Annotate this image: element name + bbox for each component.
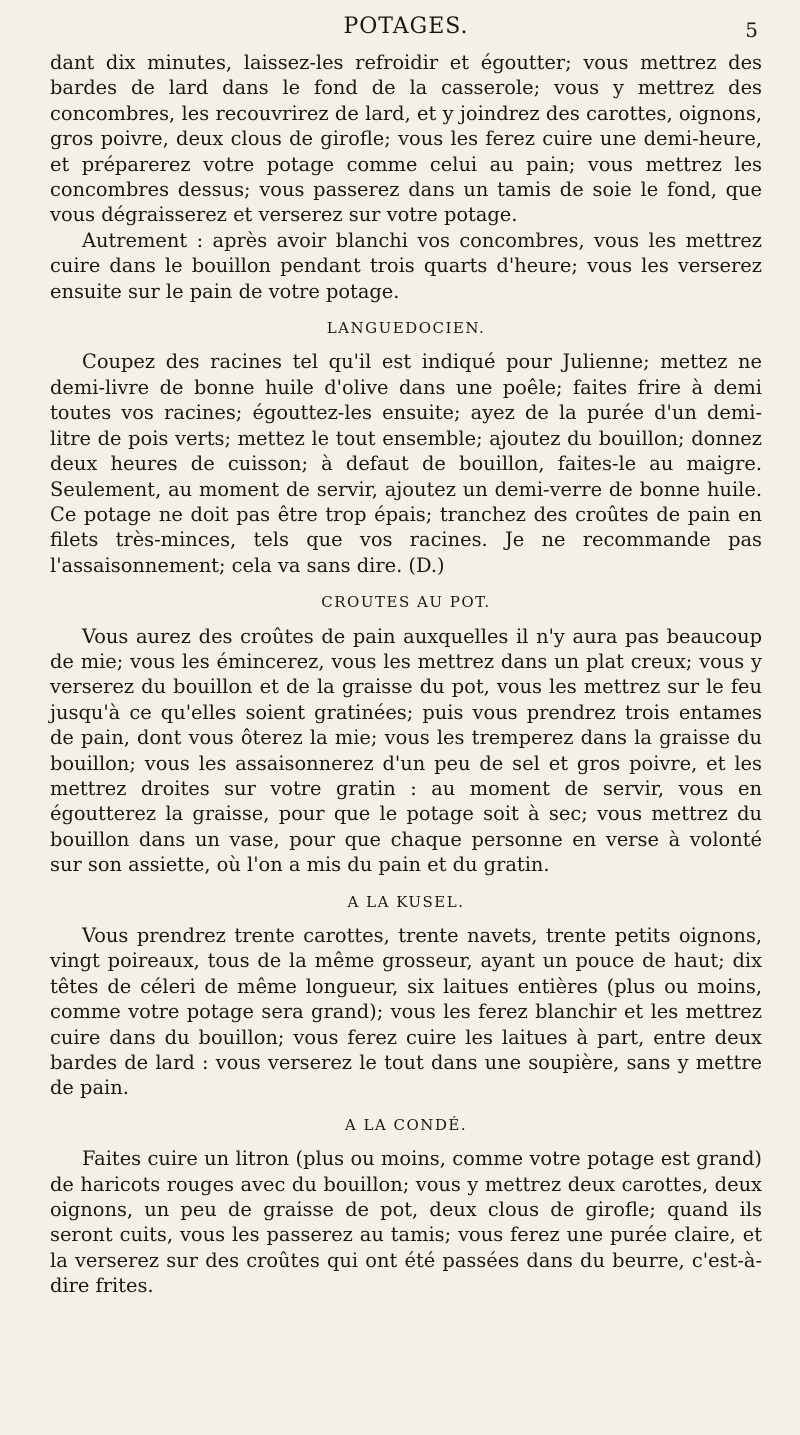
running-title: POTAGES. xyxy=(343,14,469,39)
paragraph: Vous aurez des croûtes de pain auxquelles il n'y aura pas beaucoup de mie; vous les émincerez, vous les mettrez dans un plat creux; vous y verserez du bouillon et de la graisse du pot, vous les mettrez sur le feu jusqu'à ce qu'elles soient gratinées; puis vous prendrez trois entames de pain, dont vous ôterez la mie; vous les tremperez dans la graisse du bouillon; vous les assaisonnerez d'un peu de sel et gros poivre, et les mettrez droites sur votre gratin : au moment de servir, vous en égoutterez la graisse, pour que le potage soit à sec; vous mettrez du bouillon dans un vase, pour que chaque personne en verse à volonté sur son assiette, où l'on a mis du pain et du gratin. xyxy=(50,624,762,877)
section-title: LANGUEDOCIEN. xyxy=(326,319,486,338)
paragraph: Faites cuire un litron (plus ou moins, comme votre potage est grand) de haricots rouges avec du bouillon; vous y mettrez deux carottes, deux oignons, un peu de graisse de pot, deux clous de girofle; quand ils seront cuits, vous les passerez au tamis; vous ferez une purée claire, et la verserez sur des croûtes qui ont été passées dans du beurre, c'est-à-dire frites. xyxy=(50,1147,762,1298)
page-number: 5 xyxy=(745,18,758,42)
section-title: CROUTES AU POT. xyxy=(321,593,491,612)
paragraph: Vous prendrez trente carottes, trente navets, trente petits oignons, vingt poireaux, tous de la même grosseur, ayant un pouce de haut; dix têtes de céleri de même longueur, six laitues entières (plus ou moins, comme votre potage sera grand); vous les ferez blanchir et les mettrez cuire dans du bouillon; vous ferez cuire les laitues à part, entre deux bardes de lard : vous verserez le tout dans une soupière, sans y mettre de pain. xyxy=(50,924,762,1100)
paragraph: dant dix minutes, laissez-les refroidir et égoutter; vous mettrez des bardes de lard dans le fond de la casserole; vous y mettrez des concombres, les recouvrirez de lard, et y joindrez des carottes, oignons, gros poivre, deux clous de girofle; vous les ferez cuire une demi-heure, et préparerez votre potage comme celui au pain; vous mettrez les concombres dessus; vous passerez dans un tamis de soie le fond, que vous dégraisserez et verserez sur votre potage. xyxy=(50,51,762,227)
section-title: A LA KUSEL. xyxy=(347,892,465,911)
paragraph: Autrement : après avoir blanchi vos concombres, vous les mettrez cuire dans le bouillon pendant trois quarts d'heure; vous les verserez ensuite sur le pain de votre potage. xyxy=(50,228,762,303)
section-title: A LA CONDÉ. xyxy=(344,1115,468,1134)
running-head xyxy=(50,0,762,40)
paragraph: Coupez des racines tel qu'il est indiqué pour Julienne; mettez ne demi-livre de bonne huile d'olive dans une poêle; faites frire à demi toutes vos racines; égouttez-les ensuite; ayez de la purée d'un demi-litre de pois verts; mettez le tout ensemble; ajoutez du bouillon; donnez deux heures de cuisson; à defaut de bouillon, faites-le au maigre. Seulement, au moment de servir, ajoutez un demi-verre de bonne huile. Ce potage ne doit pas être trop épais; tranchez des croûtes de pain en filets très-minces, tels que vos racines. Je ne recommande pas l'assaisonnement; cela va sans dire. (D.) xyxy=(50,350,762,577)
body-text xyxy=(50,50,762,1299)
